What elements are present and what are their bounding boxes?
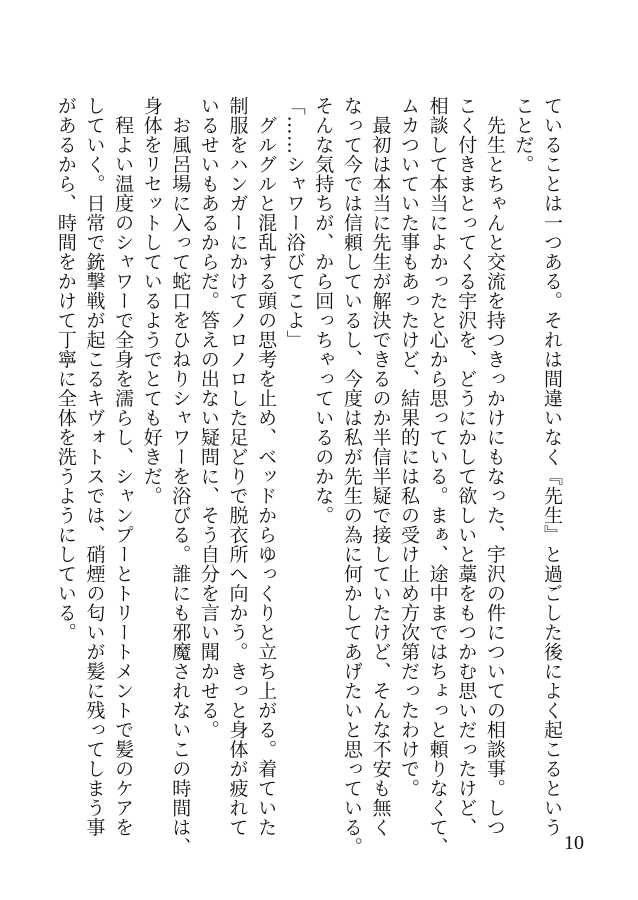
text-line: があるから、時間をかけて丁寧に全体を洗うようにしている。 xyxy=(54,96,77,642)
page-number: 10 xyxy=(564,832,584,854)
text-line: ムカついていた事もあったけど、結果的には私の受け止め方次第だったわけで。 xyxy=(398,96,421,798)
text-line: していく。日常で銃撃戦が起こるキヴォトスでは、硝煙の匂いが髪に残ってしまう事 xyxy=(83,96,106,837)
text-line: 先生とちゃんと交流を持つきっかけにもなった、宇沢の件についての相談事。しつ xyxy=(483,96,506,837)
text-line: こく付きまとってくる宇沢を、どうにかして欲しいと藁をもつかむ思いだったけど、 xyxy=(455,96,478,837)
text-line: グルグルと混乱する頭の思考を止め、ベッドからゆっくりと立ち上がる。着ていた xyxy=(255,96,278,837)
text-line: そんな気持ちが、から回っちゃっているのかな。 xyxy=(312,96,335,525)
text-line: 「……シャワー浴びてこよ」 xyxy=(283,96,306,350)
text-line: 程よい温度のシャワーで全身を濡らし、シャンプーとトリートメントで髪のケアを xyxy=(112,96,135,837)
text-line: 制服をハンガーにかけてノロノロした足どりで脱衣所へ向かう。きっと身体が疲れて xyxy=(226,96,249,837)
text-line: お風呂場に入って蛇口をひねりシャワーを浴びる。誰にも邪魔されないこの時間は、 xyxy=(169,96,192,857)
vertical-text-body xyxy=(51,96,566,857)
text-line: なって今では信頼しているし、今度は私が先生の為に何かしてあげたいと思っている。 xyxy=(340,96,363,857)
text-line: ことだ。 xyxy=(512,96,535,174)
text-line: 身体をリセットしているようでとても好きだ。 xyxy=(140,96,163,506)
text-line: 相談して本当によかったと心から思っている。まぁ、途中まではちょっと頼りなくて、 xyxy=(426,96,449,857)
text-line: いるせいもあるからだ。答えの出ない疑問に、そう自分を言い聞かせる。 xyxy=(197,96,220,740)
text-line: 最初は本当に先生が解決できるのか半信半疑で接していたけど、そんな不安も無く xyxy=(369,96,392,837)
text-line: ていることは一つある。それは間違いなく『先生』と過ごした後によく起こるという xyxy=(541,96,563,837)
